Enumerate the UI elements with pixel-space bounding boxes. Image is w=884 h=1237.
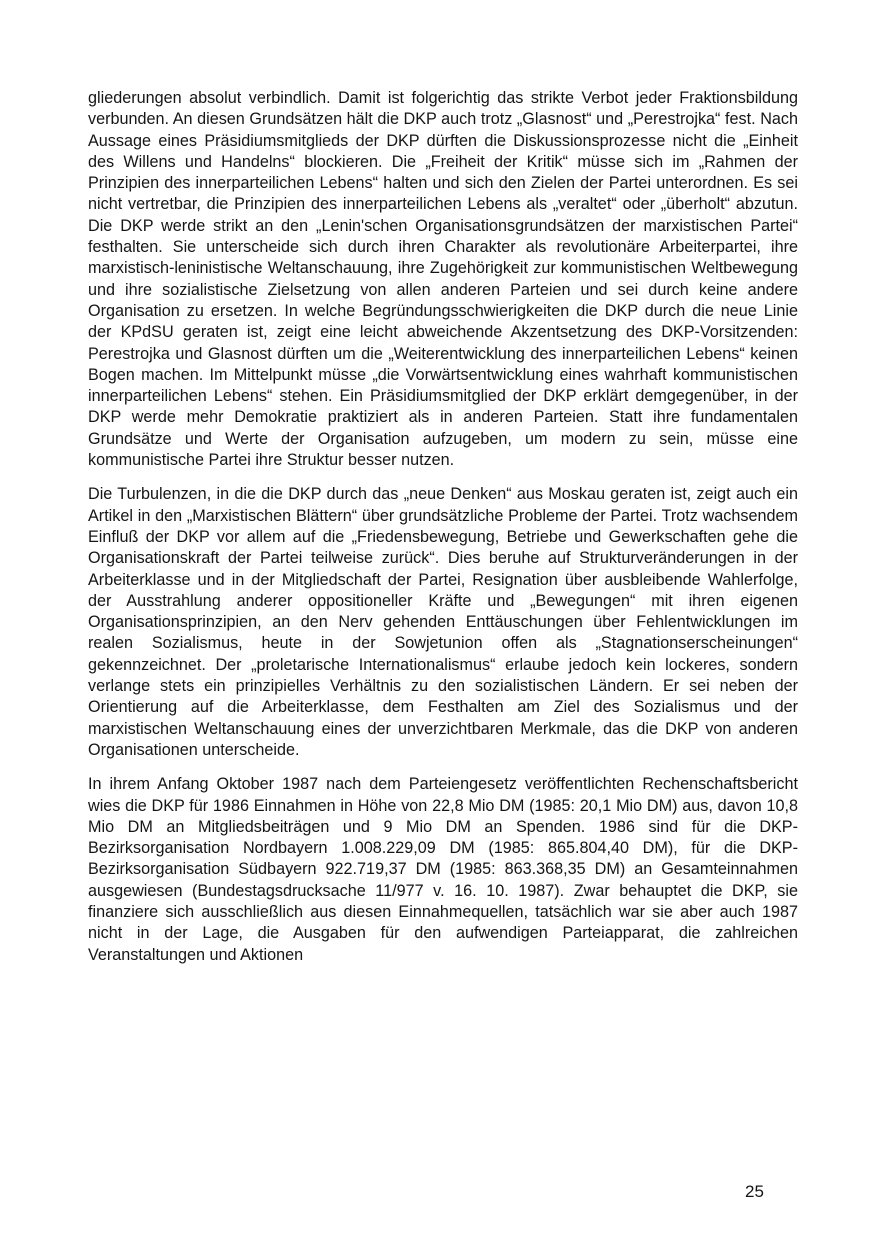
page-number: 25 bbox=[745, 1182, 764, 1201]
paragraph-1: gliederungen absolut verbindlich. Damit ist folgerichtig das strikte Verbot jeder Fraktionsbildung verbunden. An diesen Grundsätzen hält die DKP auch trotz „Glasnost“ und „Perestrojka“ fest. Nach Aussage eines Präsidiumsmitglieds der DKP dürften die Diskussionsprozesse nicht die „Einheit des Willens und Handelns“ blockieren. Die „Freiheit der Kritik“ müsse sich im „Rahmen der Prinzipien des innerparteilichen Lebens“ halten und sich den Zielen der Partei unterordnen. Es sei nicht vertretbar, die Prinzipien des innerparteilichen Lebens als „veraltet“ oder „überholt“ abzutun. Die DKP werde strikt an den „Lenin'schen Organisationsgrundsätzen der marxistischen Partei“ festhalten. Sie unterscheide sich durch ihren Charakter als revolutionäre Arbeiterpartei, ihre marxistisch-leninistische Weltanschauung, ihre Zugehörigkeit zur kommunistischen Weltbewegung und ihre sozialistische Zielsetzung von allen anderen Parteien und sei durch keine andere Organisation zu ersetzen. In welche Begründungsschwierigkeiten die DKP durch die neue Linie der KPdSU geraten ist, zeigt eine leicht abweichende Akzentsetzung des DKP-Vorsitzenden: Perestrojka und Glasnost dürften um die „Weiterentwicklung des innerparteilichen Lebens“ keinen Bogen machen. Im Mittelpunkt müsse „die Vorwärtsentwicklung eines wahrhaft kommunistischen innerparteilichen Lebens“ stehen. Ein Präsidiumsmitglied der DKP erklärt demgegenüber, in der DKP werde mehr Demokratie praktiziert als in anderen Parteien. Statt ihre fundamentalen Grundsätze und Werte der Organisation aufzugeben, um modern zu sein, müsse eine kommunistische Partei ihre Struktur besser nutzen. bbox=[88, 89, 798, 470]
paragraph-2: Die Turbulenzen, in die die DKP durch das „neue Denken“ aus Moskau geraten ist, zeigt auch ein Artikel in den „Marxistischen Blättern“ über grundsätzliche Probleme der Partei. Trotz wachsendem Einfluß der DKP vor allem auf die „Friedensbewegung, Betriebe und Gewerkschaften gehe die Organisationskraft der Partei teilweise zurück“. Dies beruhe auf Strukturveränderungen in der Arbeiterklasse und in der Mitgliedschaft der Partei, Resignation über ausbleibende Wahlerfolge, der Ausstrahlung anderer oppositioneller Kräfte und „Bewegungen“ mit ihren eigenen Organisationsprinzipien, an den Nerv gehenden Enttäuschungen über Fehlentwicklungen im realen Sozialismus, heute in der Sowjetunion offen als „Stagnationserscheinungen“ gekennzeichnet. Der „proletarische Internationalismus“ erlaube jedoch kein lockeres, sondern verlange stets ein prinzipielles Verhältnis zu den sozialistischen Ländern. Er sei neben der Orientierung auf die Arbeiterklasse, dem Festhalten am Ziel des Sozialismus und der marxistischen Weltanschauung eines der unverzichtbaren Merkmale, das die DKP von anderen Organisationen unterscheide. bbox=[88, 485, 798, 759]
paragraph-3: In ihrem Anfang Oktober 1987 nach dem Parteiengesetz veröffentlichten Rechenschaftsbericht wies die DKP für 1986 Einnahmen in Höhe von 22,8 Mio DM (1985: 20,1 Mio DM) aus, davon 10,8 Mio DM an Mitgliedsbeiträgen und 9 Mio DM an Spenden. 1986 sind für die DKP-Bezirksorganisation Nordbayern 1.008.229,09 DM (1985: 865.804,40 DM), für die DKP-Bezirksorganisation Südbayern 922.719,37 DM (1985: 863.368,35 DM) an Gesamteinnahmen ausgewiesen (Bundestagsdrucksache 11/977 v. 16. 10. 1987). Zwar behauptet die DKP, sie finanziere sich ausschließlich aus diesen Einnahmequellen, tatsächlich war sie aber auch 1987 nicht in der Lage, die Ausgaben für den aufwendigen Parteiapparat, die zahlreichen Veranstaltungen und Aktionen bbox=[88, 775, 798, 964]
document-page bbox=[88, 88, 798, 979]
